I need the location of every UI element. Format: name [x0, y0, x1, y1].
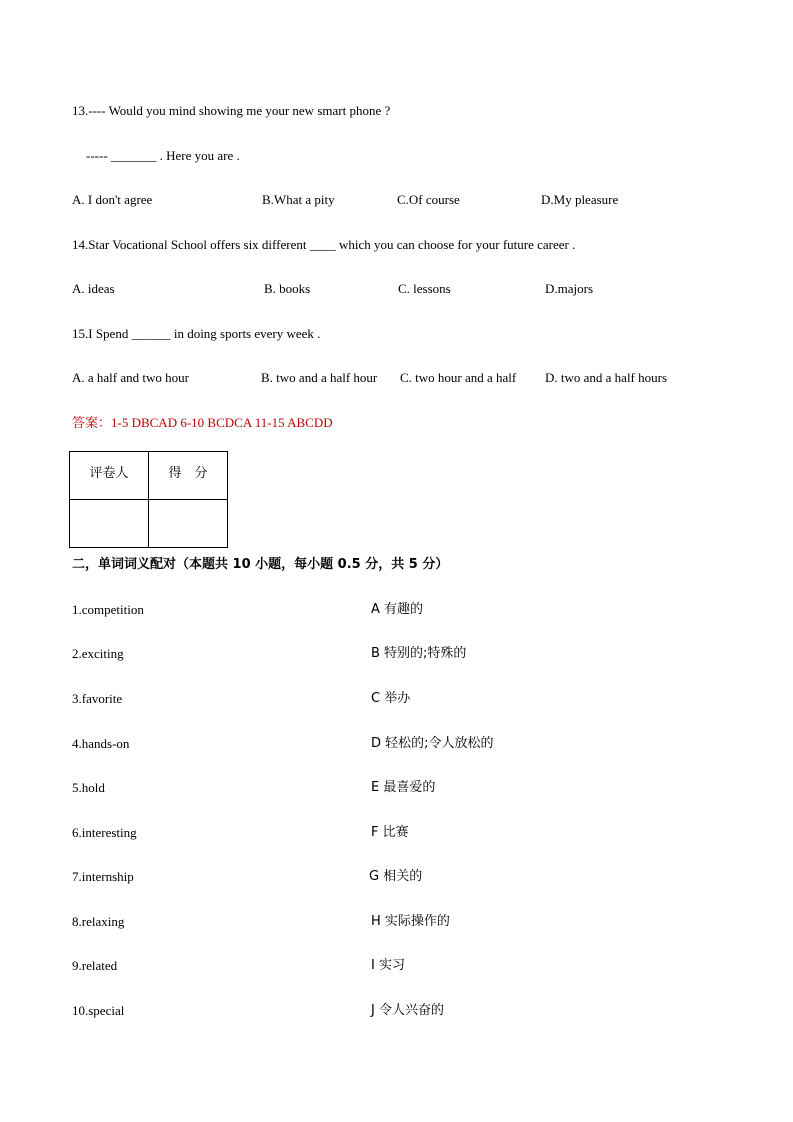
answer-key: 答案：1-5 DBCAD 6-10 BCDCA 11-15 ABCDD: [72, 415, 333, 430]
question-13-reply: ----- _______ . Here you are .: [86, 148, 240, 163]
match-word: 1.competition: [72, 602, 144, 617]
match-word: 10.special: [72, 1003, 125, 1018]
question-15-stem: 15.I Spend ______ in doing sports every week .: [72, 326, 321, 341]
score-header-cell: [149, 452, 228, 500]
match-word: 9.related: [72, 958, 118, 973]
grader-entry-cell: [70, 500, 149, 548]
match-meaning: E 最喜爱的: [371, 780, 436, 795]
match-meaning: I 实习: [371, 958, 405, 973]
option-14-c: C. lessons: [398, 281, 451, 296]
match-word: 5.hold: [72, 780, 105, 795]
option-15-b: B. two and a half hour: [261, 370, 378, 385]
option-13-c: C.Of course: [397, 192, 460, 207]
match-meaning: C 举办: [371, 691, 411, 706]
match-meaning: B 特别的;特殊的: [371, 646, 467, 661]
option-14-b: B. books: [264, 281, 311, 296]
match-word: 8.relaxing: [72, 914, 125, 929]
option-15-c: C. two hour and a half: [400, 370, 517, 385]
option-14-a: A. ideas: [72, 281, 115, 296]
option-14-d: D.majors: [545, 281, 594, 296]
match-word: 3.favorite: [72, 691, 123, 706]
match-meaning: D 轻松的;令人放松的: [371, 736, 494, 751]
score-label: 得 分: [168, 466, 208, 481]
option-13-d: D.My pleasure: [541, 192, 619, 207]
match-meaning: J 令人兴奋的: [371, 1003, 444, 1018]
match-meaning: A 有趣的: [371, 602, 424, 617]
score-table: [69, 451, 228, 548]
match-word: 7.internship: [72, 869, 134, 884]
match-word: 6.interesting: [72, 825, 137, 840]
match-word: 2.exciting: [72, 646, 124, 661]
grader-header-cell: [70, 452, 149, 500]
option-13-b: B.What a pity: [262, 192, 335, 207]
section-title: 二，单词词义配对（本题共 10 小题，每小题 0.5 分，共 5 分）: [72, 557, 449, 572]
question-14-stem: 14.Star Vocational School offers six different ____ which you can choose for your future career .: [72, 237, 576, 252]
match-meaning: G 相关的: [369, 869, 423, 884]
option-15-a: A. a half and two hour: [72, 370, 189, 385]
match-word: 4.hands-on: [72, 736, 130, 751]
match-meaning: H 实际操作的: [371, 914, 450, 929]
grader-label: 评卷人: [89, 466, 129, 481]
question-13-stem: 13.---- Would you mind showing me your new smart phone ?: [72, 103, 391, 118]
option-13-a: A. I don't agree: [72, 192, 153, 207]
option-15-d: D. two and a half hours: [545, 370, 668, 385]
match-meaning: F 比赛: [371, 825, 409, 840]
score-entry-cell: [149, 500, 228, 548]
